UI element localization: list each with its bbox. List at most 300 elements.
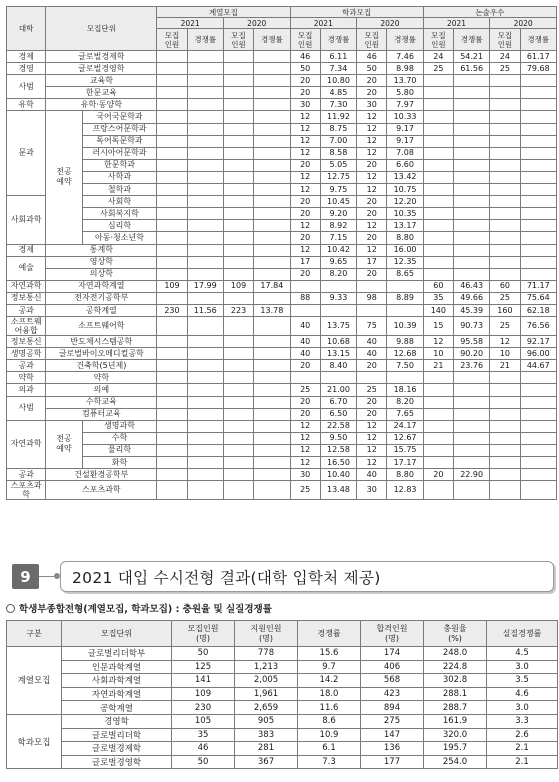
table-row (7, 184, 557, 196)
header-quota: 모집 인원 (423, 29, 453, 51)
cell-univ: 사회과학 (7, 196, 46, 244)
cell-ratio: 13.48 (320, 481, 356, 500)
cell-ratio (254, 123, 290, 135)
table-row (7, 457, 557, 469)
cell-ratio: 92.17 (520, 336, 556, 348)
cell-ratio (187, 232, 223, 244)
cell-quota: 12 (357, 123, 387, 135)
cell-ratio (520, 184, 556, 196)
cell-ratio (187, 256, 223, 268)
cell-value: 105 (172, 714, 235, 728)
cell-quota (490, 432, 520, 444)
cell-quota (223, 292, 253, 304)
cell-ratio: 7.00 (320, 135, 356, 147)
cell-ratio (520, 196, 556, 208)
cell-univ: 공과 (7, 360, 46, 372)
cell-quota: 20 (357, 268, 387, 280)
cell-ratio: 16.00 (387, 244, 423, 256)
table-row (7, 420, 557, 432)
cell-ratio: 13.75 (320, 317, 356, 336)
cell-value: 147 (361, 728, 424, 742)
cell-ratio: 8.98 (387, 63, 423, 75)
cell-value: 2.1 (487, 742, 558, 756)
cell-ratio: 7.46 (387, 51, 423, 63)
cell-quota (157, 360, 187, 372)
cell-quota: 20 (290, 396, 320, 408)
cell-ratio (520, 408, 556, 420)
cell-quota: 24 (423, 51, 453, 63)
cell-ratio (520, 123, 556, 135)
cell-quota: 12 (357, 135, 387, 147)
cell-ratio (187, 135, 223, 147)
header-quota: 모집 인원 (490, 29, 520, 51)
cell-unit: 독어독문학과 (82, 135, 157, 147)
cell-quota: 17 (290, 256, 320, 268)
cell-unit: 한문교육 (46, 87, 157, 99)
cell-quota: 109 (223, 280, 253, 292)
cell-quota (423, 232, 453, 244)
cell-ratio (187, 317, 223, 336)
cell-ratio: 10.45 (320, 196, 356, 208)
cell-quota: 140 (423, 304, 453, 316)
cell-ratio: 95.58 (454, 336, 490, 348)
cell-ratio: 7.50 (387, 360, 423, 372)
cell-ratio: 15.75 (387, 444, 423, 456)
cell-quota: 20 (357, 408, 387, 420)
cell-unit: 글로벌바이오메디컬공학 (46, 348, 157, 360)
cell-ratio: 13.78 (254, 304, 290, 316)
cell-quota: 12 (290, 171, 320, 183)
table-row (7, 171, 557, 183)
cell-quota (157, 184, 187, 196)
cell-ratio (254, 63, 290, 75)
cell-ratio (454, 481, 490, 500)
cell-ratio (520, 396, 556, 408)
cell-quota (157, 111, 187, 123)
cell-quota: 46 (290, 51, 320, 63)
cell-unit: 글로벌리더학부 (62, 647, 172, 661)
cell-ratio: 8.75 (320, 123, 356, 135)
cell-quota (157, 292, 187, 304)
cell-value: 14.2 (298, 674, 361, 688)
cell-quota: 46 (357, 51, 387, 63)
cell-quota (423, 481, 453, 500)
cell-ratio: 13.42 (387, 171, 423, 183)
cell-ratio (520, 481, 556, 500)
cell-unit: 사회과학계열 (62, 674, 172, 688)
cell-ratio: 75.64 (520, 292, 556, 304)
cell-unit: 반도체시스템공학 (46, 336, 157, 348)
cell-ratio (187, 372, 223, 384)
table-row (7, 317, 557, 336)
table-row (7, 728, 558, 742)
cell-value: 195.7 (424, 742, 487, 756)
cell-unit: 건축학(5년제) (46, 360, 157, 372)
cell-quota (157, 432, 187, 444)
cell-value: 230 (172, 701, 235, 715)
fill-rate-table (6, 620, 558, 769)
cell-value: 1,961 (235, 687, 298, 701)
table-row (7, 196, 557, 208)
cell-ratio: 10.35 (387, 208, 423, 220)
cell-ratio (520, 444, 556, 456)
cell-ratio (387, 304, 423, 316)
cell-ratio: 90.20 (454, 348, 490, 360)
cell-ratio (520, 220, 556, 232)
cell-quota (157, 469, 187, 481)
cell-ratio: 9.65 (320, 256, 356, 268)
cell-ratio (187, 220, 223, 232)
cell-ratio: 18.16 (387, 384, 423, 396)
cell-quota (357, 372, 387, 384)
cell-unit: 사학과 (82, 171, 157, 183)
cell-ratio: 7.30 (320, 99, 356, 111)
cell-ratio: 21.00 (320, 384, 356, 396)
cell-ratio (454, 256, 490, 268)
cell-ratio (454, 196, 490, 208)
cell-ratio (454, 232, 490, 244)
cell-unit: 건설환경공학부 (46, 469, 157, 481)
cell-quota: 20 (290, 232, 320, 244)
cell-value: 50 (172, 647, 235, 661)
cell-quota (223, 123, 253, 135)
cell-ratio: 76.56 (520, 317, 556, 336)
cell-ratio (387, 372, 423, 384)
cell-quota: 12 (290, 123, 320, 135)
cell-value: 367 (235, 755, 298, 769)
cell-value: 136 (361, 742, 424, 756)
cell-ratio: 5.05 (320, 159, 356, 171)
cell-quota (490, 268, 520, 280)
cell-quota (490, 111, 520, 123)
cell-unit: 글로벌경제학 (46, 51, 157, 63)
cell-quota (490, 244, 520, 256)
header-col: 합격인원 (명) (361, 621, 424, 647)
table-row (7, 232, 557, 244)
cell-ratio: 12.35 (387, 256, 423, 268)
cell-ratio (187, 432, 223, 444)
cell-ratio (254, 159, 290, 171)
cell-ratio: 7.97 (387, 99, 423, 111)
table-row (7, 481, 557, 500)
cell-ratio (520, 99, 556, 111)
cell-quota: 25 (490, 63, 520, 75)
cell-quota (423, 432, 453, 444)
cell-quota (490, 87, 520, 99)
table-row (7, 135, 557, 147)
cell-ratio (254, 348, 290, 360)
header-col: 모집단위 (62, 621, 172, 647)
cell-ratio: 61.56 (454, 63, 490, 75)
cell-ratio (187, 87, 223, 99)
cell-quota: 12 (290, 457, 320, 469)
cell-ratio: 12.58 (320, 444, 356, 456)
cell-univ: 사범 (7, 75, 46, 99)
cell-ratio (520, 372, 556, 384)
cell-quota: 40 (290, 348, 320, 360)
cell-ratio: 8.20 (387, 396, 423, 408)
cell-value: 18.0 (298, 687, 361, 701)
cell-value: 109 (172, 687, 235, 701)
cell-value: 46 (172, 742, 235, 756)
cell-ratio: 10.39 (387, 317, 423, 336)
cell-quota (223, 171, 253, 183)
cell-quota (157, 444, 187, 456)
cell-quota (223, 232, 253, 244)
header-ratio: 경쟁률 (520, 29, 556, 51)
cell-quota: 20 (357, 232, 387, 244)
cell-value: 4.5 (487, 647, 558, 661)
table-row (7, 660, 558, 674)
cell-ratio (254, 292, 290, 304)
cell-ratio (187, 292, 223, 304)
cell-ratio (520, 457, 556, 469)
cell-quota: 17 (357, 256, 387, 268)
cell-ratio (254, 208, 290, 220)
table-row (7, 687, 558, 701)
cell-quota: 12 (357, 111, 387, 123)
cell-univ: 경제 (7, 51, 46, 63)
table-row (7, 159, 557, 171)
cell-quota (157, 159, 187, 171)
cell-quota (223, 457, 253, 469)
cell-ratio (187, 348, 223, 360)
cell-quota (223, 408, 253, 420)
cell-ratio: 9.33 (320, 292, 356, 304)
cell-quota (223, 469, 253, 481)
cell-quota (223, 244, 253, 256)
cell-value: 2.6 (487, 728, 558, 742)
cell-ratio (454, 123, 490, 135)
cell-quota (157, 220, 187, 232)
cell-ratio (254, 75, 290, 87)
cell-ratio (187, 444, 223, 456)
cell-ratio: 10.80 (320, 75, 356, 87)
cell-ratio (454, 75, 490, 87)
cell-quota: 12 (290, 444, 320, 456)
cell-quota (223, 135, 253, 147)
cell-quota (423, 256, 453, 268)
cell-quota (157, 123, 187, 135)
cell-ratio: 12.67 (387, 432, 423, 444)
cell-ratio: 6.70 (320, 396, 356, 408)
cell-quota (423, 87, 453, 99)
cell-ratio (254, 268, 290, 280)
cell-quota: 20 (357, 208, 387, 220)
cell-univ: 공과 (7, 469, 46, 481)
cell-ratio (320, 304, 356, 316)
cell-ratio (254, 408, 290, 420)
table-row (7, 444, 557, 456)
cell-unit: 교육학 (46, 75, 157, 87)
cell-ratio (520, 111, 556, 123)
table-row (7, 51, 557, 63)
cell-quota (223, 268, 253, 280)
cell-ratio (187, 51, 223, 63)
cell-quota (490, 232, 520, 244)
cell-ratio (254, 184, 290, 196)
cell-ratio (454, 384, 490, 396)
cell-major-group: 전공 예약 (46, 420, 82, 468)
cell-quota (223, 372, 253, 384)
cell-quota: 15 (423, 317, 453, 336)
cell-quota (490, 384, 520, 396)
cell-value: 894 (361, 701, 424, 715)
cell-category: 계열모집 (7, 647, 62, 715)
cell-quota: 21 (423, 360, 453, 372)
cell-quota: 40 (357, 336, 387, 348)
table-row (7, 256, 557, 268)
cell-ratio: 10.33 (387, 111, 423, 123)
cell-quota (490, 457, 520, 469)
cell-ratio: 79.68 (520, 63, 556, 75)
cell-ratio (254, 171, 290, 183)
cell-quota: 88 (290, 292, 320, 304)
header-year: 2021 (290, 18, 357, 29)
cell-ratio (254, 317, 290, 336)
cell-value: 11.6 (298, 701, 361, 715)
cell-value: 3.0 (487, 660, 558, 674)
cell-value: 174 (361, 647, 424, 661)
cell-quota: 25 (290, 384, 320, 396)
cell-quota: 20 (290, 196, 320, 208)
table-row (7, 372, 557, 384)
cell-univ: 문과 (7, 111, 46, 196)
cell-ratio (187, 420, 223, 432)
cell-quota (223, 208, 253, 220)
cell-quota: 230 (157, 304, 187, 316)
cell-value: 35 (172, 728, 235, 742)
cell-ratio: 22.58 (320, 420, 356, 432)
cell-quota (223, 360, 253, 372)
cell-quota (157, 372, 187, 384)
header-col: 구분 (7, 621, 62, 647)
cell-ratio (254, 481, 290, 500)
cell-value: 383 (235, 728, 298, 742)
cell-quota (490, 184, 520, 196)
cell-quota (223, 336, 253, 348)
cell-quota: 35 (423, 292, 453, 304)
header-year: 2020 (357, 18, 424, 29)
cell-ratio (254, 147, 290, 159)
cell-value: 2.1 (487, 755, 558, 769)
cell-quota (490, 159, 520, 171)
cell-quota (423, 196, 453, 208)
cell-ratio (520, 256, 556, 268)
cell-value: 8.6 (298, 714, 361, 728)
cell-quota (423, 171, 453, 183)
cell-unit: 전자전기공학부 (46, 292, 157, 304)
cell-quota: 12 (423, 336, 453, 348)
cell-ratio: 8.40 (320, 360, 356, 372)
cell-ratio (520, 147, 556, 159)
cell-quota (490, 99, 520, 111)
cell-ratio (254, 99, 290, 111)
cell-ratio (254, 372, 290, 384)
cell-ratio (187, 196, 223, 208)
cell-ratio (254, 256, 290, 268)
cell-quota: 12 (290, 432, 320, 444)
cell-quota (490, 469, 520, 481)
cell-ratio (454, 220, 490, 232)
section-number: 9 (12, 564, 39, 589)
cell-ratio: 8.80 (387, 469, 423, 481)
cell-quota (423, 75, 453, 87)
cell-quota (423, 111, 453, 123)
cell-ratio: 4.85 (320, 87, 356, 99)
cell-ratio (454, 184, 490, 196)
cell-ratio (387, 280, 423, 292)
cell-quota: 50 (357, 63, 387, 75)
header-year: 2021 (423, 18, 490, 29)
cell-quota (223, 481, 253, 500)
cell-unit: 의상학 (46, 268, 157, 280)
table-row (7, 396, 557, 408)
cell-quota: 12 (357, 171, 387, 183)
table-row (7, 408, 557, 420)
cell-quota (157, 171, 187, 183)
cell-ratio: 8.92 (320, 220, 356, 232)
cell-quota (290, 304, 320, 316)
cell-univ: 사범 (7, 396, 46, 420)
cell-quota (223, 184, 253, 196)
cell-ratio (320, 280, 356, 292)
table-row (7, 280, 557, 292)
cell-quota: 75 (357, 317, 387, 336)
cell-ratio: 62.18 (520, 304, 556, 316)
cell-quota (223, 317, 253, 336)
cell-ratio (187, 481, 223, 500)
cell-ratio (254, 51, 290, 63)
cell-ratio: 8.89 (387, 292, 423, 304)
cell-quota (423, 184, 453, 196)
cell-univ: 예술 (7, 256, 46, 280)
cell-quota (157, 196, 187, 208)
cell-quota (490, 420, 520, 432)
cell-ratio (187, 244, 223, 256)
cell-unit: 소프트웨어학 (46, 317, 157, 336)
cell-quota: 24 (490, 51, 520, 63)
cell-quota: 50 (290, 63, 320, 75)
header-ratio: 경쟁률 (320, 29, 356, 51)
cell-ratio: 11.92 (320, 111, 356, 123)
cell-univ: 공과 (7, 304, 46, 316)
cell-quota (490, 123, 520, 135)
cell-value: 6.1 (298, 742, 361, 756)
table-row (7, 701, 558, 715)
cell-value: 15.6 (298, 647, 361, 661)
cell-ratio (454, 171, 490, 183)
cell-quota (223, 384, 253, 396)
cell-quota: 40 (357, 348, 387, 360)
cell-quota: 12 (357, 432, 387, 444)
cell-unit: 글로벌리더학 (62, 728, 172, 742)
cell-quota: 12 (357, 244, 387, 256)
cell-quota: 20 (290, 408, 320, 420)
cell-quota: 25 (423, 63, 453, 75)
cell-ratio: 44.67 (520, 360, 556, 372)
cell-ratio (187, 469, 223, 481)
cell-value: 423 (361, 687, 424, 701)
cell-unit: 글로벌경영학 (62, 755, 172, 769)
cell-quota (490, 481, 520, 500)
cell-ratio (454, 457, 490, 469)
header-col: 충원율 (%) (424, 621, 487, 647)
cell-quota (490, 256, 520, 268)
cell-ratio: 10.68 (320, 336, 356, 348)
cell-quota (423, 420, 453, 432)
cell-unit: 러시아어문학과 (82, 147, 157, 159)
